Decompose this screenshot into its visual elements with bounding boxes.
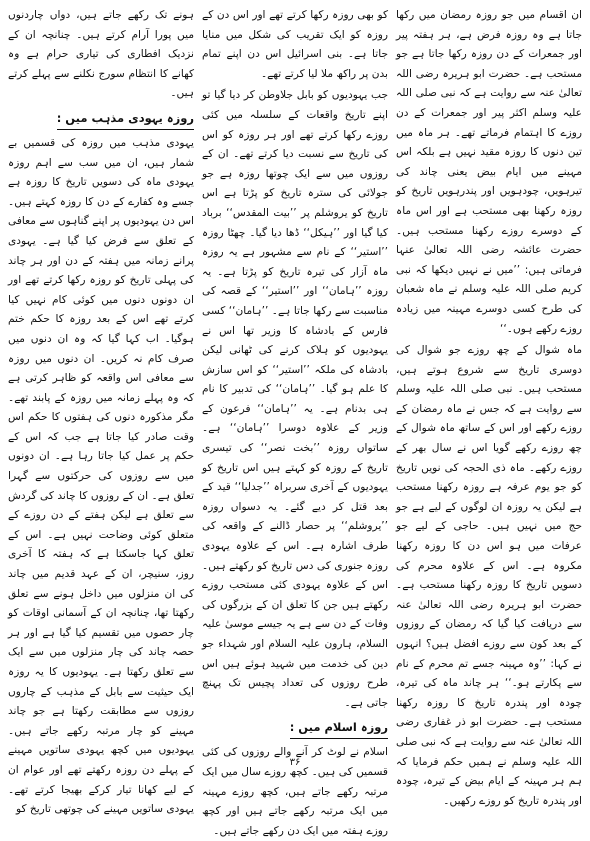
paragraph: کو بھی روزہ رکھا کرتے تھے اور اس دن کے روزہ کو ایک تقریب کی شکل میں منایا جاتا ہے۔ بنی اسرائیل اس دن اپنے تمام بدن پر راکھ ملا لیا کرتے تھے۔ bbox=[202, 9, 388, 80]
paragraph: جب یہودیوں کو بابل جلاوطن کر دیا گیا تو اپنے تاریخ واقعات کے سلسلہ میں کئی روزے رکھا کرتے تھے اور ہر روزہ کو اس کی تاریخ سے نسبت دیا کرتے تھے۔ ان کے روزوں میں سے ایک چوتھا روزہ ہے جو جولائی کی سترہ تاریخ کو پڑتا ہے اس تاریخ کو یروشلم پر ’’بیت المقدس‘‘ برباد کیا گیا اور ’’ہیکل‘‘ ڈھا دیا گیا۔ چھٹا روزہ ’’استیر‘‘ کے نام سے مشہور ہے یہ روزہ ماہ آزار کی تیرہ تاریخ کو پڑتا ہے۔ یہ روزہ ’’ہامان‘‘ اور ’’استیر‘‘ کے قصہ کی مناسبت سے رکھا جاتا ہے۔ ’’ہامان‘‘ کسی فارس کے بادشاہ کا وزیر تھا اس نے یہودیوں کو ہلاک کرنے کی ٹھانی لیکن بادشاہ کی ملکہ ’’استیر‘‘ کو اس سازش کا علم ہو گیا۔ ’’ہامان‘‘ کی تدبیر کا نام ہی بدنام ہے۔ یہ ’’ہامان‘‘ فرعون کے وزیر کے علاوہ دوسرا ’’ہامان‘‘ ہے۔ ساتواں روزہ ’’بخت نصر‘‘ کی تیسری تاریخ کے روزہ کو کہتے ہیں اس تاریخ کو یہودیوں کے آخری سربراہ ’’جدلیا‘‘ قید کے بعد قتل کر دیے گئے۔ یہ دسواں روزہ ’’یروشلم‘‘ پر حصار ڈالنے کے واقعہ کی طرف اشارہ ہے۔ اس کے علاوہ یہودی روزہ جنوری کی دس تاریخ کو رکھتے ہیں۔ اس کے علاوہ یہودی کئی مستحب روزے رکھتے ہیں جن کا تعلق ان کے بزرگوں کی وفات کے دن سے ہے یہ جیسے موسیٰ علیہ السلام، ہارون علیہ السلام اور شہداء جو دین کی خدمت میں شہید ہوئے ہیں اس طرح روزوں کی تعداد پچیس تک پہنچ جاتی ہے۔ bbox=[202, 89, 388, 709]
column-right bbox=[8, 6, 194, 816]
paragraph: ان اقسام میں جو روزہ رمضان میں رکھا جاتا ہے وہ روزہ فرض ہے، ہر ہفتہ پیر اور جمعرات کے دن روزہ رکھا جاتا ہے جو مستحب ہے۔ حضرت ابو ہریرہ رضی اللہ تعالیٰ عنہ سے روایت ہے کہ نبی صلی اللہ علیہ وسلم اکثر پیر اور جمعرات کے دن روزے کا اہتمام فرماتے تھے۔ ہر ماہ میں تین دنوں کا روزہ مقید نہیں ہے بلکہ اس مہینے میں ایام بیض یعنی چاند کی تیرہویں، چودہویں اور پندرہویں تاریخ کو روزہ رکھنا بھی مستحب ہے اور اس ماہ کے دوسرے روزے رکھنا مستحب ہیں۔ حضرت عائشہ رضی اللہ تعالیٰ عنہا فرماتی ہیں: ’’میں نے نہیں دیکھا کہ نبی کریم صلی اللہ علیہ وسلم نے ماہ شعبان کی طرح کسی دوسرے مہینہ میں زیادہ روزے رکھے ہوں۔‘‘ bbox=[396, 9, 582, 335]
column-left bbox=[396, 6, 582, 807]
column-middle bbox=[202, 6, 388, 837]
paragraph: ماہ شوال کے چھ روزے جو شوال کی دوسری تاریخ سے شروع ہوتے ہیں، مستحب ہیں۔ نبی صلی اللہ علیہ وسلم سے روایت ہے کہ جس نے ماہ رمضان کے روزے رکھے اور اس کے ساتھ ماہ شوال کے چھ روزے رکھے گویا اس نے سال بھر کے روزے رکھے۔ ماہ ذی الحجہ کی نویں تاریخ کو جو یوم عرفہ ہے روزہ رکھنا مستحب ہے لیکن یہ روزہ ان لوگوں کے لیے ہے جو حج میں نہیں ہیں۔ حاجی کے لیے جو عرفات میں ہو اس دن کا روزہ رکھنا مکروہ ہے۔ اس کے علاوہ محرم کی دسویں تاریخ کا روزہ رکھنا مستحب ہے۔ حضرت ابو ہریرہ رضی اللہ تعالیٰ عنہ سے دریافت کیا گیا کہ رمضان کے روزوں کے بعد کون سے روزے افضل ہیں؟ انہوں نے کہا: ’’وہ مہینہ جسے تم محرم کے نام سے پکارتے ہو۔‘‘ ہر چاند ماہ کی تیرہ، چودہ اور پندرہ تاریخ کا روزہ رکھنا مستحب ہے۔ حضرت ابو ذر غفاری رضی اللہ تعالیٰ عنہ سے روایت ہے کہ نبی صلی اللہ علیہ وسلم نے ہمیں حکم فرمایا کہ ہم ہر مہینہ کے ایام بیض کے تیرہ، چودہ اور پندرہ تاریخ کو روزے رکھیں۔ bbox=[396, 344, 582, 807]
section-heading: روزہ یہودی مذہب میں : bbox=[8, 108, 194, 130]
paragraph: یہودی مذہب میں روزہ کی قسمیں بے شمار ہیں، ان میں سب سے اہم روزہ یہودی ماہ کی دسویں تاریخ کا روزہ ہے جسے وہ کفارے کے دن کا روزہ کہتے ہیں۔ اس دن یہودیوں پر اپنے گناہوں سے معافی کے تعلق سے فرض کیا گیا ہے۔ یہودی پرانے زمانہ میں ہفتہ کے دن اور ہر چاند کی پہلی تاریخ کو روزہ رکھا کرتے تھے اور ان دونوں دنوں میں کوئی کام نہیں کیا کرتے تھے اس کے بعد روزہ کا حکم ختم ہوگیا۔ اب کہا گیا کہ وہ ان دنوں میں صرف کام نہ کریں۔ ان دنوں میں روزہ سے معافی اس واقعہ کو ظاہر کرتی ہے کہ وہ پہلے زمانہ میں روزہ کے پابند تھے۔ مگر مذکورہ دنوں کی ہفتوں کا حکم اس وقت صادر کیا جاتا ہے جب کہ اس کے حکم پر عمل کیا جاتا رہا ہے۔ ان دونوں میں سے روزوں کی حرکتوں سے گہرا تعلق ہے۔ ان کے روزوں کا چاند کی گردش سے تعلق ہے لیکن ہفتے کے دن روزے کے متعلق کوئی وضاحت نہیں ہے۔ اس کے تعلق کہا جاسکتا ہے کہ ہفتہ کا آخری روز، سنیچر، ان کے عہد قدیم میں چاند کی ان منزلوں میں داخل ہونے سے تعلق رکھتا تھا، چنانچہ ان کے آسمانی اوقات کو چار حصوں میں تقسیم کیا گیا ہے اور ہر حصہ چاند کی چار منزلوں میں سے ایک سے تعلق رکھتا ہے۔ یہودیوں کا یہ روزہ ایک حیثیت سے بابل کے مذہب کے چاروں روزوں سے مطابقت رکھتا ہے جو چاند مہینے کو چار مرتبہ رکھے جاتے ہیں۔ یہودیوں میں کچھ یہودی ساتویں مہینے کے پہلے دن روزہ رکھتے تھے اور عوام ان کے لیے کھانا تیار کرکے بھیجا کرتے تھے۔ یہودی ساتویں مہینے کی چوتھی تاریخ کو bbox=[8, 136, 194, 816]
paragraph: اسلام نے لوٹ کر آنے والے روزوں کی کئی قسمیں کی ہیں۔ کچھ روزے سال میں ایک مرتبہ رکھے جاتے ہیں، کچھ روزے مہینہ میں ایک مرتبہ رکھے جاتے ہیں اور کچھ روزے ہفتہ میں ایک دن رکھے جاتے ہیں۔ bbox=[202, 746, 388, 837]
page-number: ۳۶ bbox=[289, 757, 301, 768]
paragraph: ہونے تک رکھے جاتے ہیں، دواں چاردنوں میں پورا آرام کرتے ہیں۔ چنانچہ ان کے نزدیک افطاری کی تیاری حرام ہے وہ کھانے کا انتظام سورج نکلنے سے پہلے کرتے ہیں۔ bbox=[8, 9, 194, 100]
section-heading: روزہ اسلام میں : bbox=[202, 717, 388, 739]
